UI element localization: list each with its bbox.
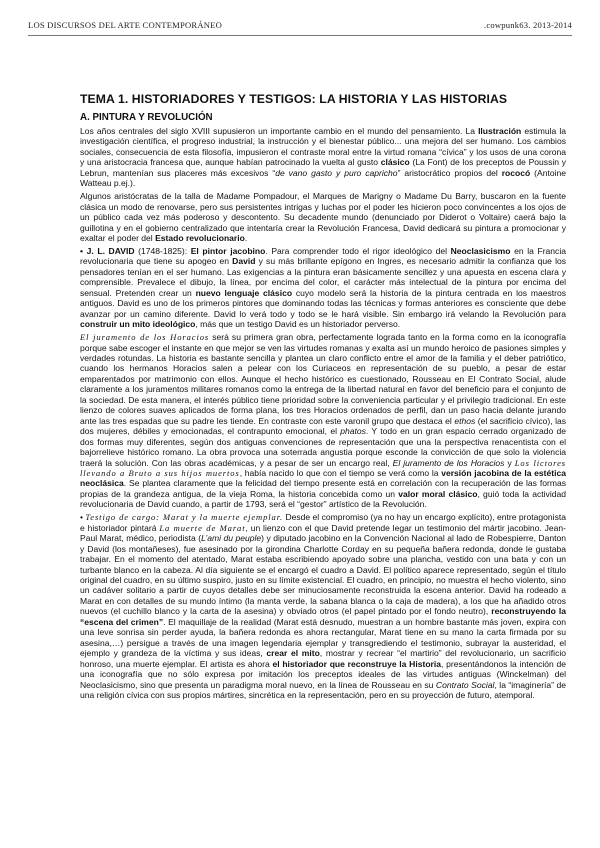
text-run: (el sacrificio cívico), las dos mujeres, débiles y emocionadas, el contrapunto emocional, el	[80, 415, 566, 437]
text-run: , había nacido lo que con el tiempo se verá como la	[239, 468, 442, 478]
text-run: , mostrar y recrear “el martirio” del revolucionario, un sacrificio honroso, una muerte ejemplar. El artista es ahora	[80, 648, 566, 669]
chapter-title: TEMA 1. HISTORIADORES Y TESTIGOS: LA HISTORIA Y LAS HISTORIAS	[80, 92, 508, 106]
paragraph-aristocracia	[80, 191, 566, 243]
bold-term: reconstruyendo la “escena del crimen”	[80, 606, 566, 627]
artwork-title: El juramento de los Horacios	[392, 457, 505, 468]
text-run: . Para comprender todo el rigor ideológico del	[265, 245, 451, 256]
bold-term: nuevo lenguaje clásico	[195, 287, 293, 298]
italic-quote: de vano gasto y puro capricho	[275, 167, 398, 178]
text-run: (La Font) de los preceptos de Poussin y Lebrun, mantenían sus placeres más excesivos “	[80, 157, 566, 178]
text-run: . Se plantea claramente que la felicidad del tiempo presente está en correlación con la recuperación de las formas propias de la grandeza antigua, de la vieja Roma, la historia concebida como un	[80, 478, 566, 499]
header-author-year: .cowpunk63. 2013-2014	[484, 20, 572, 30]
header-course-title: LOS DISCURSOS DEL ARTE CONTEMPORÁNEO	[28, 20, 223, 30]
bold-term: rococó	[501, 167, 531, 178]
bold-term: crear el mito	[266, 648, 320, 659]
text-run: y	[504, 457, 515, 468]
text-run: ” aristocrático propios del	[397, 167, 502, 178]
text-run: .	[244, 233, 248, 244]
paragraph-david	[80, 246, 566, 330]
text-run: •	[80, 512, 86, 523]
subsection-title: Testigo de cargo: Marat y la muerte ejemplar.	[85, 512, 284, 523]
italic-term: L’ami du peuple	[201, 533, 262, 544]
section-heading: A. PINTURA Y REVOLUCIÓN	[80, 112, 213, 123]
italic-term: ethos	[454, 415, 476, 426]
bold-term: Estado revolucionario	[155, 233, 245, 244]
bold-term: construir un mito ideológico	[80, 319, 196, 330]
artwork-title: La muerte de Marat	[159, 522, 246, 533]
italic-term: phatos	[340, 426, 366, 437]
text-run: y su más brillante epígono en Ingres, es necesario admitir la confianza que los pensadores tenían en el ser humano. Las exigencias a la pintura eran básicamente sencillez y una apuesta en escena clara y comprensible. Prevalece el dibujo, la línea, por encima del color, el carácter más intelectual de la pintura por encima del sensual. Pretenden crear un	[80, 256, 566, 298]
bold-term: versión jacobina de la estética neoclásica	[80, 468, 566, 489]
text-run: Algunos aristócratas de la talla de Madame Pompadour, el Marques de Marigny o Madame Du Barry, buscaron en la fuente clásica un modo de renovarse, pero sus persistentes intrigas y luchas por el poder les hicieron poco convincentes a los ojos de un público cada vez más poderoso y descontento. Su decadente mundo (denunciado por Diderot o Voltaire) caerá bajo la guillotina y en el gobierno centralizado que intentaría crear la Revolución Francesa, David dedicará su pintura a promocionar y exaltar el poder del	[80, 191, 566, 244]
text-run: , más que un testigo David es un historiador perverso.	[195, 319, 401, 330]
bold-term: valor moral clásico	[398, 488, 478, 499]
text-run: cuyo modelo será la historia de la pintura centrada en los maestros antiguos. David es uno de los primeros pintores que dominando todas las técnicas y formas anteriores es consciente que debe avanzar por un camino diferente. David lo verá todo y todo se le hará visible. Sin embargo irá velando la Revolución para	[80, 287, 566, 319]
text-run: ) y diputado jacobino en la Convención Nacional al lado de Robespierre, Danton y David (los montañeses), fue asesinado por la girondina Charlotte Corday en su pequeña bañera redonda, donde le gustaba trabajar. En el momento del atentado, Marat estaba escribiendo apoyado sobre una plancha, vestido con una bata y con un turbante blanco en la cabeza. Al día siguiente se el encargó el cuadro a David. El político aparece representado, según el título original del cuadro, en su último suspiro, justo en su límite existencial. El cuadro, en principio, no muestra el hecho violento, sino un cadáver solitario a partir de cuyos detalles debe ser minuciosamente reconstruida la escena anterior. David ha rodeado a Marat en con detalles de su mundo íntimo (la manta verde, la sabana blanca o la caja de madera), a los que ha añadido otros nuevos (el cuchillo blanco y la carta de la asesina) y obviado otros (el papel pintado por el fondo neutro),	[80, 533, 566, 617]
text-run: Desde el compromiso (ya no hay un encargo explícito), entre protagonista e historiador pintará	[80, 512, 566, 533]
text-run: , un lienzo con el que David pretende legar un testimonio del mártir jacobino. Jean-Paul Marat, médico, periodista (	[80, 522, 566, 544]
text-run: (Antoine Watteau p.ej.).	[80, 167, 566, 189]
text-run: estimula la investigación científica, el progreso industrial, la instrucción y el bienestar público... una mejora del ser humano. Los cambios sociales, consecuencia de esta filosofía, impusieron el contraste moral entre la virtud romana “cívica” y los usos de una corona y una aristocracia francesa que, aunque habían patrocinado la vuelta al gusto	[80, 126, 566, 168]
bold-term: Ilustración	[478, 126, 522, 136]
bold-term: clásico	[380, 157, 410, 168]
bold-term: David	[232, 256, 256, 267]
paragraph-marat	[80, 512, 566, 700]
text-run: (1748-1825):	[134, 245, 191, 256]
artwork-title: El juramento de los Horacios	[80, 332, 210, 343]
bold-term: • J. L. DAVID	[80, 245, 135, 256]
italic-term: Contrato Social	[435, 679, 495, 690]
header-divider	[28, 35, 572, 36]
paragraph-ilustracion	[80, 126, 566, 189]
running-header	[28, 20, 572, 34]
paragraph-horacios	[80, 332, 566, 510]
bold-term: el historiador que reconstruye la Historia	[272, 658, 441, 669]
text-run: será su primera gran obra, perfectamente lograda tanto en la forma como en la iconografía porque sabe escoger el instante en que mejor se ven las virtudes romanas y exalta así un mundo heroico de pasiones simples y verdades rotundas. La historia es bastante sencilla y plantea un claro conflicto entre el amor de la familia y el deber patriótico, cuando los hermanos Horacios salen a pelear con los Curiaceos en representación de su pueblo, a pesar de estar emparentados por matrimonio con ellos. Aunque el hecho histórico es cuestionado, Rousseau en El Contrato Social, alude claramente a los juramentos militares romanos como la entrega de la libertad natural en favor del beneficio para el conjunto de la sociedad. De esta manera, el interés público tiene prioridad sobre la conveniencia particular y el privilegio tradicional. En este lienzo de colores suaves aplicados de forma plana, los tres Horacios ordenados de perfil, dan un paso hacia delante jurando ante las tres espadas que su padre les tiende. En contraste con este varonil grupo que destaca el	[80, 332, 566, 426]
text-run: Los años centrales del siglo XVIII supusieron un importante cambio en el mundo del pensamiento. La	[80, 126, 479, 136]
text-run: , guió toda la actividad revolucionaria de David cuando, a partir de 1793, será el “gestor” artístico de la Revolución.	[80, 488, 566, 510]
text-run: . Y todo en un gran espacio cerrado organizado de dos formas muy diferentes, según dos antiguas convenciones de representación que una la perspectiva renacentista con el bajorrelieve histórico romano. La obra provoca una soterrada angustia porque esconde la convicción de que solo la violencia traerá la solución. Con las obras académicas, y a pesar de ser un encargo real,	[80, 426, 566, 468]
text-run: en la Francia revolucionaria que tiene su apogeo en	[80, 245, 566, 267]
text-run: . El maquillaje de la realidad (Marat está desnudo, muestran a un hombre bastante más joven, expira con una leve sonrisa sin perder ayuda, la bañera redonda es ahora rectangular, Marat tiene en su mano la carta firmada por su asesina,…) persigue a través de una imagen legendaria ejemplar y transgrediendo el testimonio, subrayar la austeridad, el ejemplo y grandeza de la víctima y sus ideas,	[80, 616, 566, 659]
bold-term: Neoclasicismo	[450, 245, 511, 256]
text-run: , presentándonos la intención de una iconografía que no sólo expresa por imitación los preceptos ideales de las virtudes antiguas (Winckelman) del Neoclasicismo, sino que presenta un paradigma moral nuevo, en la línea de Rousseau en su	[80, 658, 566, 690]
bold-term: El pintor jacobino	[190, 245, 266, 256]
text-run: , la “imaginería” de una religión cívica con sus propios mártires, sincrética en la representación, pero en su proyección de futuro, atemporal.	[80, 679, 567, 701]
main-content	[80, 92, 566, 703]
artwork-title: Los lictores llevando a Bruto a sus hijos muertos	[80, 457, 566, 478]
